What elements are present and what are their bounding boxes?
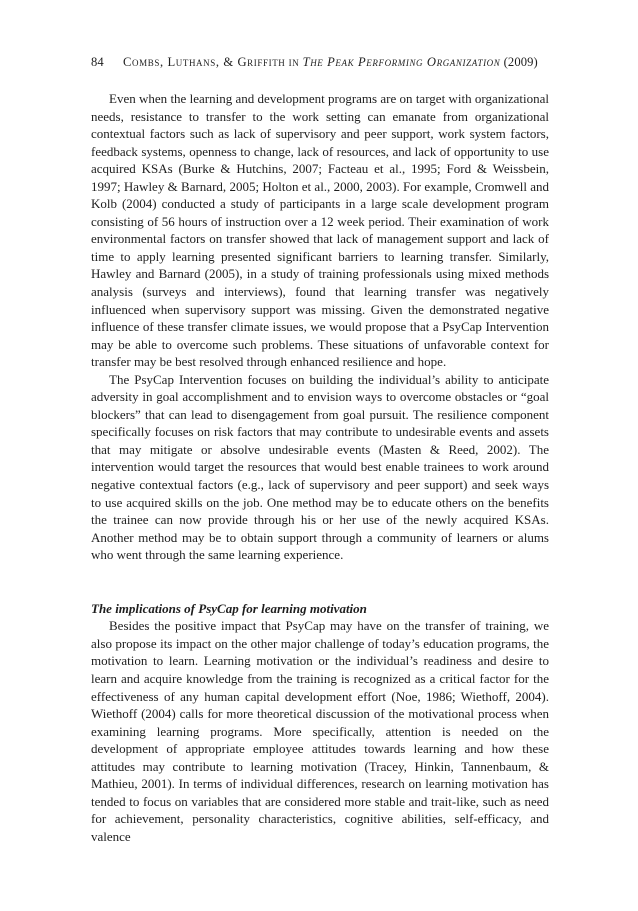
running-head-year: (2009) [503, 55, 538, 69]
page-number: 84 [91, 55, 104, 69]
paragraph-learning-motivation: Besides the positive impact that PsyCap may have on the transfer of training, we also propose its impact on the other major challenge of today’s education programs, the motivation to learn. Learning motivation or the individual’s readiness and desire to learn and acquire knowledge from the training is recognized as a critical factor for the effectiveness of any human capital development effort (Noe, 1986; Wiethoff, 2004). Wiethoff (2004) calls for more theoretical discussion of the motivational process when examining learning programs. More specifically, attention is needed on the development of appropriate employee attitudes towards learning and how these attitudes may contribute to learning motivation (Tracey, Hinkin, Tannenbaum, & Mathieu, 2001). In terms of individual differences, research on learning motivation has tended to focus on variables that are considered more stable and trait-like, such as need for achievement, personality characteristics, cognitive abilities, self-efficacy, and valence [91, 618, 549, 844]
section-heading: The implications of PsyCap for learning motivation [91, 600, 367, 616]
paragraph-psycap-intervention: The PsyCap Intervention focuses on building the individual’s ability to anticipate adversity in goal accomplishment and to envision ways to overcome obstacles or “goal blockers” that can lead to disengagement from goal pursuit. The resilience component specifically focuses on risk factors that may contribute to undesirable events and assets that may mitigate or absolve undesirable events (Masten & Reed, 2002). The intervention would target the resources that would best enable trainees to work around negative contextual factors (e.g., lack of supervisory and peer support) and seek ways to use acquired skills on the job. One method may be to educate others on the benefits the trainee can now provide through his or her use of the newly acquired KSAs. Another method may be to obtain support through a community of learners or alums who went through the same learning experience. [91, 371, 549, 563]
paragraph-transfer-barriers: Even when the learning and development programs are on target with organizational needs, resistance to transfer to the work setting can emanate from organizational contextual factors such as lack of supervisory and peer support, work system factors, feedback systems, openness to change, lack of resources, and lack of opportunity to use acquired KSAs (Burke & Hutchins, 2007; Facteau et al., 1995; Ford & Weissbein, 1997; Hawley & Barnard, 2005; Holton et al., 2000, 2003). For example, Cromwell and Kolb (2004) conducted a study of participants in a large scale development program consisting of 56 hours of instruction over a 12 week period. Their examination of work environmental factors on transfer showed that lack of management support and lack of time to apply learning presented significant barriers to learning transfer. Similarly, Hawley and Barnard (2005), in a study of training professionals using mixed methods analysis (surveys and interviews), found that learning transfer was negatively influenced when supervisory support was missing. Given the demonstrated negative influence of these transfer climate issues, we would propose that a PsyCap Intervention may be able to overcome such problems. These situations of unfavorable context for transfer may be best resolved through enhanced resilience and hope. [91, 91, 549, 370]
running-head-authors: Combs, Luthans, & Griffith [123, 55, 286, 69]
book-page [91, 54, 549, 845]
running-head-in: in [288, 55, 300, 69]
running-head [91, 54, 549, 70]
running-head-book-title: The Peak Performing Organization [302, 55, 501, 69]
